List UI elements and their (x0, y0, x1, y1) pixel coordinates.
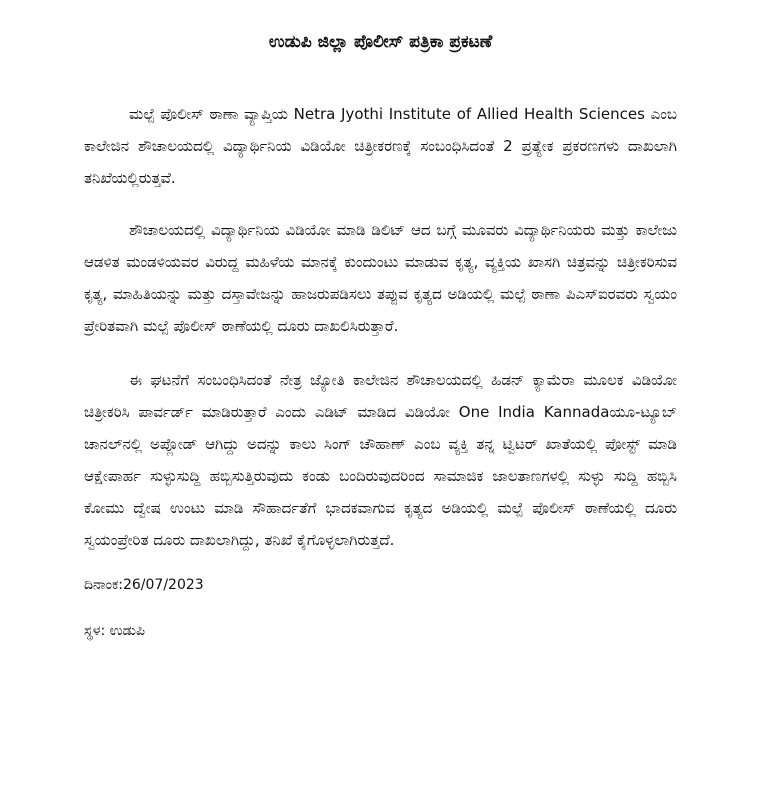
document-title: ಉಡುಪಿ ಜಿಲ್ಲಾ ಪೊಲೀಸ್ ಪತ್ರಿಕಾ ಪ್ರಕಟಣೆ (268, 32, 493, 52)
date-line: ದಿನಾಂಕ:26/07/2023 (84, 577, 204, 593)
place-line: ಸ್ಥಳ: ಉಡುಪಿ (84, 623, 145, 639)
paragraph-first-complaint: ಶೌಚಾಲಯದಲ್ಲಿ ವಿದ್ಯಾರ್ಥಿನಿಯ ವಿಡಿಯೋ ಮಾಡಿ ಡಿಲಿಟ್ ಆದ ಬಗ್ಗೆ ಮೂವರು ವಿದ್ಯಾರ್ಥಿನಿಯರು ಮತ್ತು ಕಾಲೇಜು ಆಡಳಿತ ಮಂಡಳಿಯವರ ವಿರುದ್ದ ಮಹಿಳೆಯ ಮಾನಕ್ಕೆ ಕುಂದುಂಟು ಮಾಡುವ ಕೃತ್ಯ, ವ್ಯಕ್ತಿಯ ಖಾಸಗಿ ಚಿತ್ರವನ್ನು ಚಿತ್ರೀಕರಿಸುವ ಕೃತ್ಯ, ಮಾಹಿತಿಯನ್ನು ಮತ್ತು ದಸ್ತಾವೇಜನ್ನು ಹಾಜರುಪಡಿಸಲು ತಪ್ಪುವ ಕೃತ್ಯದ ಅಡಿಯಲ್ಲಿ ಮಲ್ಪೆ ಠಾಣಾ ಪಿಎಸ್ಐರವರು ಸ್ವಯಂ ಪ್ರೇರಿತವಾಗಿ ಮಲ್ಪೆ ಪೊಲೀಸ್ ಠಾಣೆಯಲ್ಲಿ ದೂರು ದಾಖಲಿಸಿರುತ್ತಾರೆ. (84, 221, 677, 335)
paragraph-case-summary: ಮಲ್ಪೆ ಪೊಲೀಸ್ ಠಾಣಾ ವ್ಯಾಪ್ತಿಯ Netra Jyothi Institute of Allied Health Sciences ಎಂಬ ಕಾಲೇಜಿನ ಶೌಚಾಲಯದಲ್ಲಿ ವಿದ್ಯಾರ್ಥಿನಿಯ ವಿಡಿಯೋ ಚಿತ್ರೀಕರಣಕ್ಕೆ ಸಂಬಂಧಿಸಿದಂತೆ 2 ಪ್ರತ್ಯೇಕ ಪ್ರಕರಣಗಳು ದಾಖಲಾಗಿ ತನಿಖೆಯಲ್ಲಿರುತ್ತವೆ. (84, 105, 677, 187)
paragraph-second-complaint: ಈ ಘಟನೆಗೆ ಸಂಬಂಧಿಸಿದಂತೆ ನೇತ್ರ ಜ್ಯೋತಿ ಕಾಲೇಜಿನ ಶೌಚಾಲಯದಲ್ಲಿ ಹಿಡನ್ ಕ್ಯಾಮೆರಾ ಮೂಲಕ ವಿಡಿಯೋ ಚಿತ್ರೀಕರಿಸಿ ಪಾರ್ವರ್ಡ್ ಮಾಡಿರುತ್ತಾರೆ ಎಂದು ಎಡಿಟ್ ಮಾಡಿದ ವಿಡಿಯೋ One India Kannadaಯೂ-ಟ್ಯೂಬ್ ಚಾನಲ್‌ನಲ್ಲಿ ಅಪ್ಲೋಡ್ ಆಗಿದ್ದು ಅದನ್ನು ಕಾಲು ಸಿಂಗ್ ಚೌಹಾಣ್ ಎಂಬ ವ್ಯಕ್ತಿ ತನ್ನ ಟ್ವಿಟರ್ ಖಾತೆಯಲ್ಲಿ ಪೋಸ್ಟ್ ಮಾಡಿ ಆಕ್ಷೇಪಾರ್ಹ ಸುಳ್ಳುಸುದ್ದಿ ಹಬ್ಬಿಸುತ್ತಿರುವುದು ಕಂಡು ಬಂದಿರುವುದರಿಂದ ಸಾಮಾಜಿಕ ಜಾಲತಾಣಗಳಲ್ಲಿ ಸುಳ್ಳು ಸುದ್ದಿ ಹಬ್ಬಿಸಿ ಕೋಮು ದ್ವೇಷ ಉಂಟು ಮಾಡಿ ಸೌಹಾರ್ದತೆಗೆ ಭಾದಕವಾಗುವ ಕೃತ್ಯದ ಅಡಿಯಲ್ಲಿ ಮಲ್ಪೆ ಪೊಲೀಸ್ ಠಾಣೆಯಲ್ಲಿ ದೂರು ಸ್ವಯಂಪ್ರೇರಿತ ದೂರು ದಾಖಲಾಗಿದ್ದು, ತನಿಖೆ ಕೈಗೊಳ್ಳಲಾಗಿರುತ್ತದೆ. (84, 371, 677, 549)
